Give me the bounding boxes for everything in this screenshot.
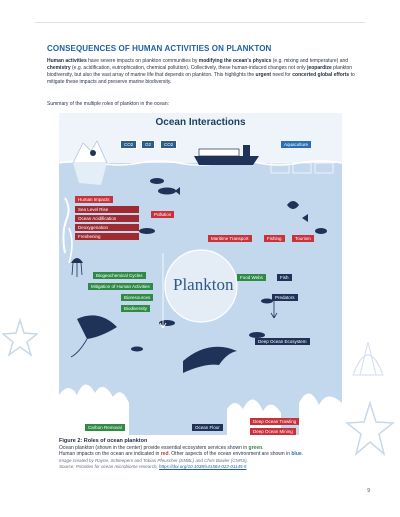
source-link[interactable]: https://doi.org/10.1038/s41564-022-01145-5 bbox=[159, 464, 247, 469]
aquaculture-label: Aquaculture bbox=[281, 141, 311, 148]
gas-o2-label: O2 bbox=[141, 140, 155, 149]
bioresources-label: Bioresources bbox=[121, 294, 153, 301]
plankton-center-label: Plankton bbox=[173, 275, 234, 294]
intro-paragraph: Human activities have severe impacts on plankton communities by modifying the ocean's physics (e.g. mixing and temperature) and chemistry (e.g. acidification, eutrophication, chemical pollution). Collectively, these human-induced changes not only jeopardize plankton biodiversity, but also the vast array of marine life that depends on plankton. This highlights the urgent need for concerted global efforts to mitigate these impacts and preserve marine biodiversity. bbox=[47, 58, 355, 85]
figure-caption bbox=[59, 438, 349, 471]
caption-source: Source: Priorities for ocean microbiome research, https://doi.org/10.1038/s41564-022-01145-5 bbox=[59, 464, 247, 469]
caption-line-2: Human impacts on the ocean are indicated in red. Other aspects of the ocean environment are shown in blue. bbox=[59, 451, 304, 457]
mitigation-label: Mitigation of Human Activities bbox=[88, 283, 153, 290]
sea-level-rise-label: Sea Level Rise bbox=[75, 206, 139, 213]
caption-credit: Image created by Rayne, Schleepers and Tobias Pfeuscher (EMBL) and Chris Bowler (CNRS). bbox=[59, 457, 248, 463]
gas-co2-label: CO2 bbox=[160, 140, 177, 149]
maritime-transport-label: Maritime Transport bbox=[208, 235, 252, 242]
starfish-decoration-icon bbox=[345, 400, 395, 460]
ocean-interactions-figure bbox=[59, 113, 342, 435]
deoxygenation-label: Deoxygenation bbox=[75, 224, 139, 231]
human-impacts-label: Human Impacts bbox=[75, 196, 113, 203]
section-heading: CONSEQUENCES OF HUMAN ACTIVITIES ON PLANKTON bbox=[47, 44, 272, 53]
ocean-floor-label: Ocean Floor bbox=[192, 424, 223, 431]
fish-label: Fish bbox=[277, 274, 292, 281]
summary-line: Summary of the multiple roles of plankton in the ocean: bbox=[47, 101, 170, 107]
page-number: 9 bbox=[367, 488, 370, 494]
caption-line-1: Ocean plankton (shown in the center) provide essential ecosystem services shown in green. bbox=[59, 444, 264, 451]
ocean-acidification-label: Ocean Acidification bbox=[75, 215, 139, 222]
gas-co2-label: CO2 bbox=[120, 140, 137, 149]
predators-label: Predators bbox=[272, 294, 298, 301]
shell-decoration-icon bbox=[348, 330, 388, 380]
pollution-label: Pollution bbox=[151, 211, 174, 218]
starfish-decoration-icon bbox=[2, 318, 38, 358]
fishing-label: Fishing bbox=[264, 235, 285, 242]
carbon-removal-label: Carbon Removal bbox=[85, 424, 125, 431]
caption-title: Figure 2: Roles of ocean plankton bbox=[59, 438, 148, 444]
deep-ocean-mining-label: Deep Ocean Mining bbox=[250, 428, 296, 435]
biodiversity-label: Biodiversity bbox=[121, 305, 150, 312]
biogeochemical-cycles-label: Biogeochemical Cycles bbox=[93, 272, 146, 279]
deep-ocean-trawling-label: Deep Ocean Trawling bbox=[250, 418, 299, 425]
freshening-label: Freshening bbox=[75, 233, 139, 240]
figure-title: Ocean Interactions bbox=[155, 117, 246, 128]
top-rule bbox=[35, 22, 365, 23]
deep-ocean-ecosystem-label: Deep Ocean Ecosystem bbox=[255, 338, 310, 345]
tourism-label: Tourism bbox=[292, 235, 314, 242]
food-webs-label: Food Webs bbox=[237, 274, 266, 281]
